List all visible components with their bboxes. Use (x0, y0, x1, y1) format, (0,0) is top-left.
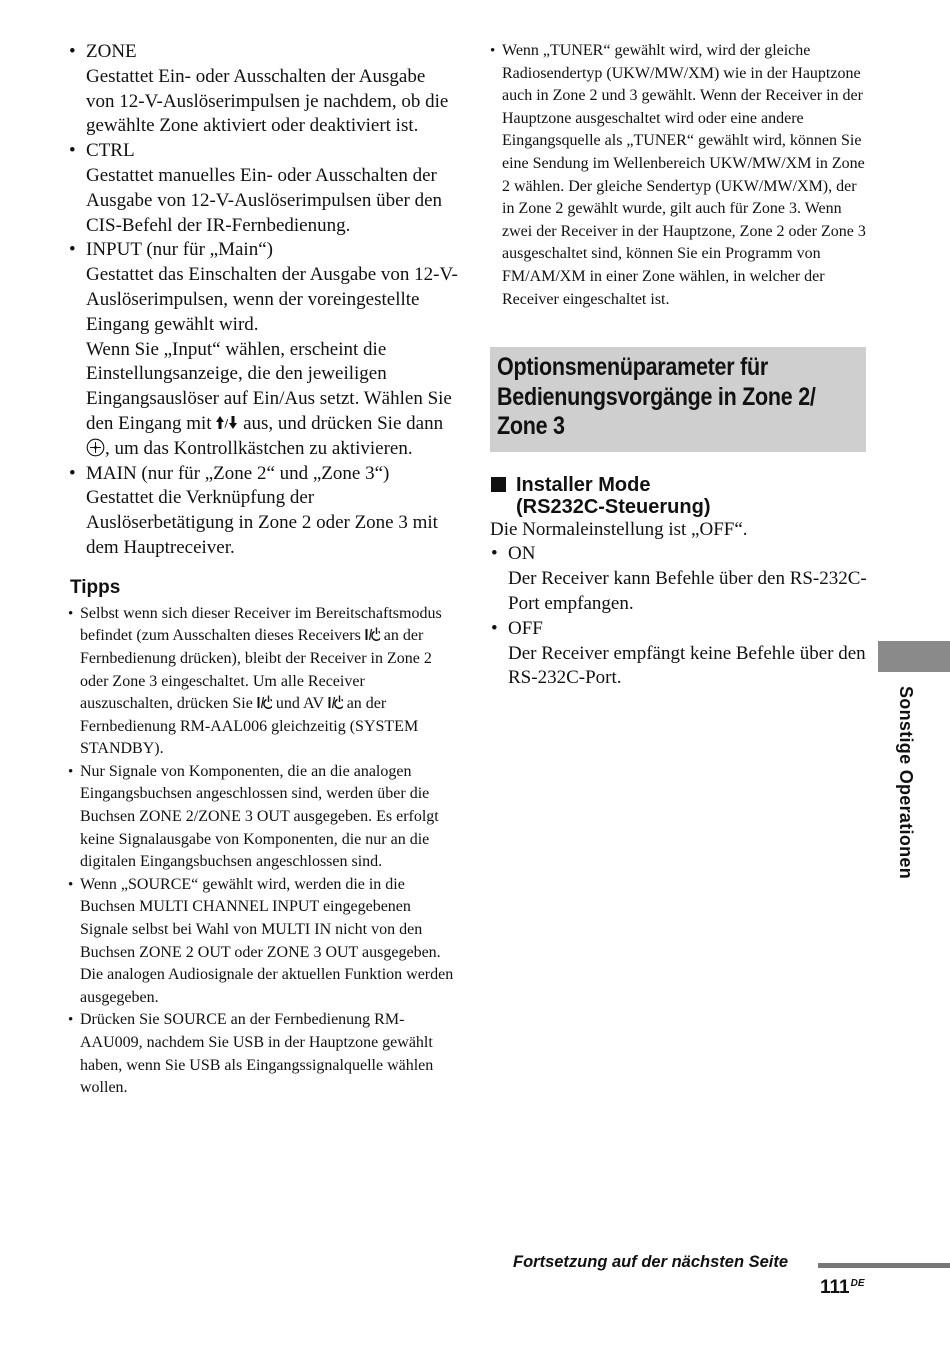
option-term: • MAIN (nur für „Zone 2“ und „Zone 3“) (86, 462, 390, 484)
list-item-input (68, 238, 458, 461)
option-description: Gestattet die Verknüpfung der Auslöserbetätigung in Zone 2 oder Zone 3 mit dem Hauptreceiver. (86, 487, 438, 558)
list-item-on (490, 542, 868, 616)
list-item-ctrl (68, 139, 458, 238)
page-number (820, 1277, 865, 1299)
installer-options-list (490, 542, 868, 691)
option-term: • ON (508, 543, 536, 565)
option-term: • INPUT (nur für „Main“) (86, 239, 273, 261)
chapter-tab (878, 641, 950, 672)
enter-button-icon (86, 438, 105, 457)
list-item-off (490, 617, 868, 691)
power-icon (257, 694, 272, 710)
svg-text:/: / (224, 416, 229, 430)
option-description (86, 263, 458, 461)
option-term: • OFF (508, 617, 543, 639)
text-run: an der Fernbedienung RM-AAL006 gleichzeitig (SYSTEM STANDBY). (80, 695, 419, 758)
option-description: Der Receiver kann Befehle über den RS-232C-Port empfangen. (508, 568, 867, 615)
option-term: • CTRL (86, 140, 135, 162)
text-run: und AV (275, 695, 324, 713)
page-number-value: 111 (820, 1277, 850, 1298)
list-item-main (68, 462, 458, 561)
section-title (497, 353, 858, 442)
list-item-zone (68, 40, 458, 139)
section-title-box (490, 347, 866, 452)
text-run: Wenn Sie „Input“ wählen, erscheint die Einstellungsanzeige, die den jeweiligen Eingangsauslöser auf Ein/Aus setzt. Wählen Sie den Eingang mit (86, 338, 452, 434)
section-title-line: Zone 3 (497, 412, 565, 441)
option-description: Der Receiver empfängt keine Befehle über den RS-232C-Port. (508, 642, 866, 689)
option-description-p1: Gestattet das Einschalten der Ausgabe von 12-V-Auslöserimpulsen, wenn der voreingestellte Eingang gewählt wird. (86, 264, 458, 335)
tips-heading: Tipps (70, 576, 121, 598)
text-run: Selbst wenn sich dieser Receiver im Bereitschaftsmodus befindet (zum Ausschalten dieses Receivers (80, 604, 442, 645)
default-setting-text: Die Normaleinstellung ist „OFF“. (490, 518, 748, 540)
trigger-options-list (68, 40, 458, 561)
installer-mode-heading (490, 474, 868, 518)
right-column (490, 40, 868, 691)
up-down-arrow-icon (216, 415, 238, 430)
tuner-tip-list (490, 40, 868, 311)
tip-item: • Wenn „TUNER“ gewählt wird, wird der gleiche Radiosendertyp (UKW/MW/XM) wie in der Hauptzone auch in Zone 2 und 3 gewählt. Wenn der Receiver in der Hauptzone ausgeschaltet wird oder eine andere Eingangsquelle als „TUNER“ gewählt wird, können Sie eine Sendung im Wellenbereich UKW/MW/XM in Zone 2 wählen. Der gleiche Sendertyp (UKW/MW/XM), der in Zone 2 gewählt wurde, gilt auch für Zone 3. Wenn zwei der Receiver in der Hauptzone, Zone 2 oder Zone 3 ausgeschaltet sind, können Sie ein Programm von FM/AM/XM in einer Zone wählen, in welcher der Receiver eingeschaltet ist. (490, 40, 868, 311)
section-title-line: Optionsmenüparameter für (497, 353, 768, 382)
chapter-label: Sonstige Operationen (896, 686, 916, 880)
left-column (68, 40, 458, 1100)
continued-note: Fortsetzung auf der nächsten Seite (513, 1253, 789, 1271)
tip-item: • Wenn „SOURCE“ gewählt wird, werden die in die Buchsen MULTI CHANNEL INPUT eingegebenen Signale selbst bei Wahl von MULTI IN nicht von den Buchsen ZONE 2 OUT oder ZONE 3 OUT ausgegeben. Die analogen Audiosignale der aktuellen Funktion werden ausgegeben. (68, 874, 458, 1010)
text-run: an der Fernbedienung drücken), bleibt der Receiver in Zone 2 oder Zone 3 eingeschaltet. Um alle Receiver auszuschalten, drücken Sie (80, 627, 432, 713)
option-description: Gestattet Ein- oder Ausschalten der Ausgabe von 12-V-Auslöserimpulsen je nachdem, ob die gewählte Zone aktiviert oder deaktiviert ist. (86, 65, 449, 137)
tip-item: • Nur Signale von Komponenten, die an die analogen Eingangsbuchsen angeschlossen sind, werden über die Buchsen ZONE 2/ZONE 3 OUT ausgegeben. Es erfolgt keine Signalausgabe von Komponenten, die nur an die digitalen Eingangsbuchsen angeschlossen sind. (68, 761, 458, 874)
continued-rule (818, 1263, 950, 1268)
option-description: Gestattet manuelles Ein- oder Ausschalten der Ausgabe von 12-V-Auslöserimpulsen über den CIS-Befehl der IR-Fernbedienung. (86, 164, 443, 236)
power-icon (365, 626, 380, 642)
square-bullet-icon (491, 477, 506, 492)
option-description-p2 (86, 338, 458, 462)
heading-line: (RS232C-Steuerung) (516, 495, 711, 518)
power-icon (328, 694, 343, 710)
tip-item: • Drücken Sie SOURCE an der Fernbedienung RM-AAU009, nachdem Sie USB in der Hauptzone gewählt haben, wenn Sie USB als Eingangssignalquelle wählen wollen. (68, 1009, 458, 1099)
section-title-line: Bedienungsvorgänge in Zone 2/ (497, 382, 816, 411)
text-run: , um das Kontrollkästchen zu aktivieren. (105, 437, 413, 459)
option-term: • ZONE (86, 41, 137, 62)
heading-line: Installer Mode (516, 473, 651, 496)
tip-item (68, 603, 458, 761)
page-language-suffix: DE (850, 1278, 865, 1289)
tips-list (68, 603, 458, 1100)
text-run: aus, und drücken Sie dann (243, 412, 444, 434)
